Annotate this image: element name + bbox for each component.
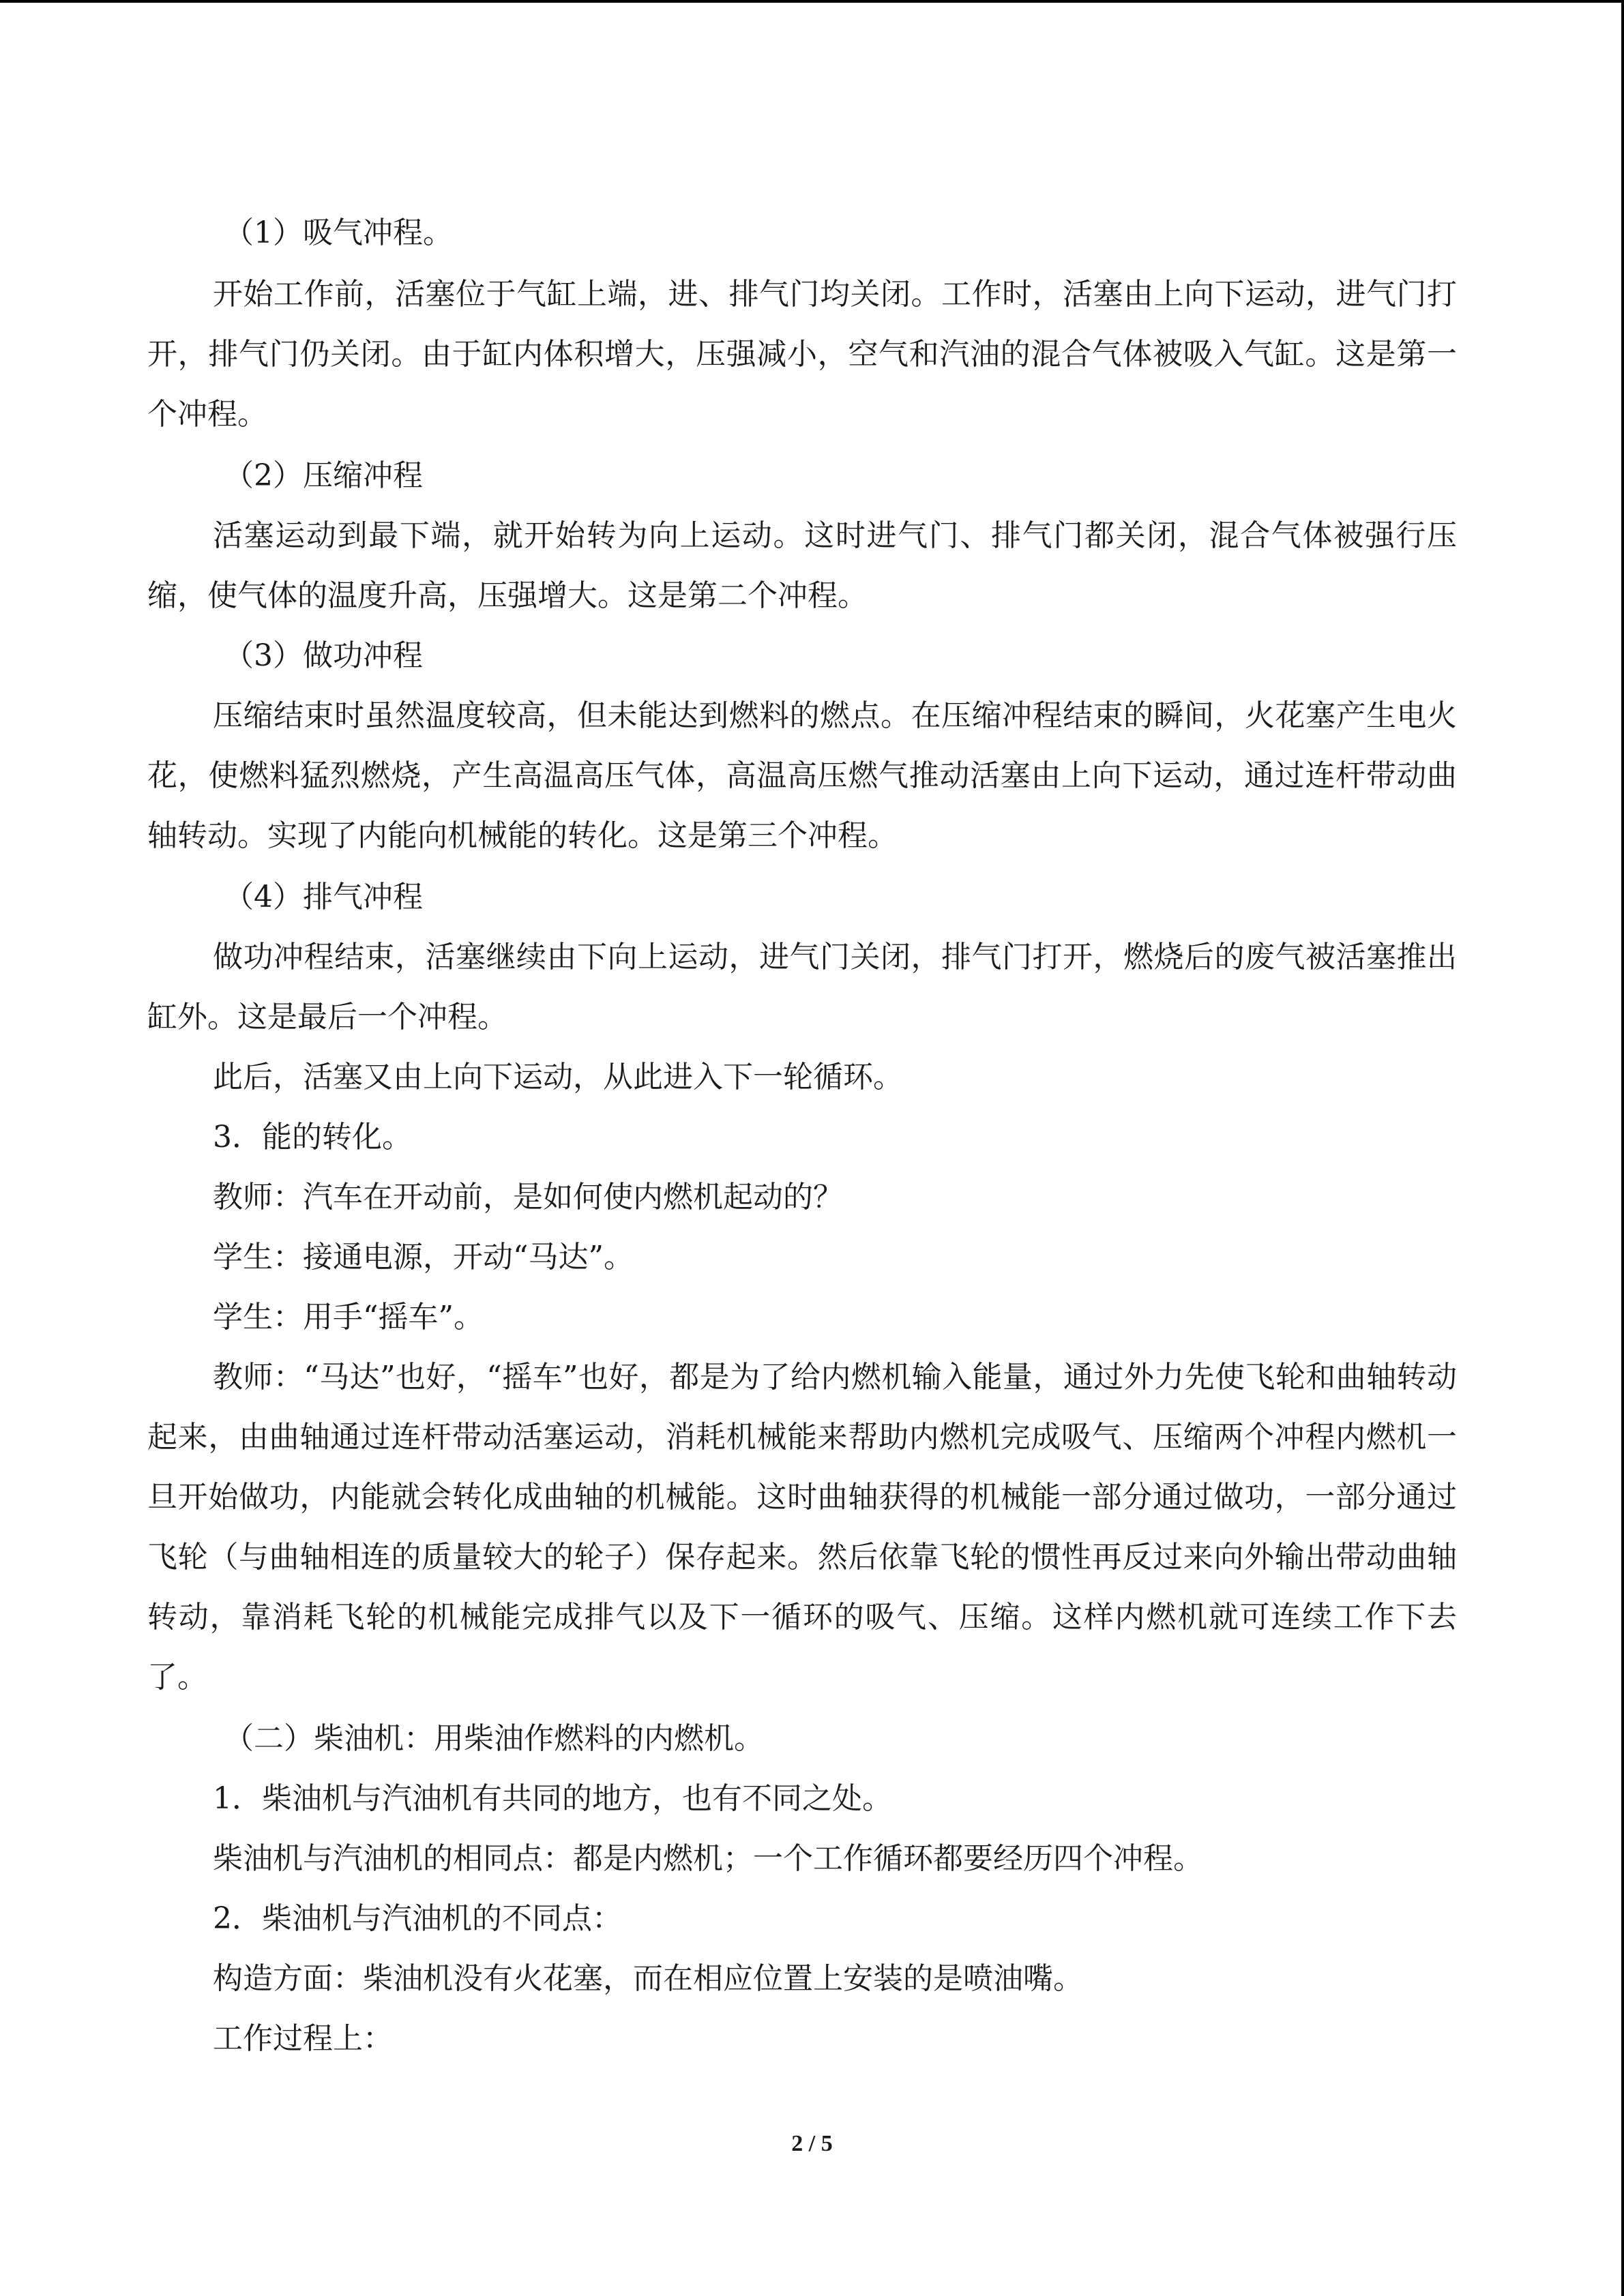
paragraph-next-cycle: 此后，活塞又由上向下运动，从此进入下一轮循环。: [213, 1060, 903, 1094]
dialogue-teacher-explanation: 教师：“马达”也好，“摇车”也好，都是为了给内燃机输入能量，通过外力先使飞轮和曲轴转动起来，由曲轴通过连杆带动活塞运动，消耗机械能来帮助内燃机完成吸气、压缩两个冲程内燃机一旦开始做功，内能就会转化成曲轴的机械能。这时曲轴获得的机械能一部分通过做功，一部分通过飞轮（与曲轴相连的质量较大的轮子）保存起来。然后依靠飞轮的惯性再反过来向外输出带动曲轴转动，靠消耗飞轮的机械能完成排气以及下一循环的吸气、压缩。这样内燃机就可连续工作下去了。: [147, 1360, 1457, 1695]
paragraph-diesel-vs-petrol: 1．柴油机与汽油机有共同的地方，也有不同之处。: [213, 1781, 892, 1816]
heading-intake-stroke: （1）吸气冲程。: [224, 215, 453, 250]
paragraph-power-stroke: 压缩结束时虽然温度较高，但未能达到燃料的燃点。在压缩冲程结束的瞬间，火花塞产生电火花，使燃料猛烈燃烧，产生高温高压气体，高温高压燃气推动活塞由上向下运动，通过连杆带动曲轴转动。实现了内能向机械能的转化。这是第三个冲程。: [147, 698, 1457, 853]
paragraph-compression-stroke: 活塞运动到最下端，就开始转为向上运动。这时进气门、排气门都关闭，混合气体被强行压缩，使气体的温度升高，压强增大。这是第二个冲程。: [147, 518, 1457, 613]
paragraph-working-process: 工作过程上：: [213, 2021, 393, 2056]
dialogue-student-answer-2: 学生：用手“摇车”。: [213, 1300, 484, 1335]
heading-compression-stroke: （2）压缩冲程: [224, 458, 423, 493]
page-top-border: [0, 0, 1624, 3]
paragraph-similarities: 柴油机与汽油机的相同点：都是内燃机；一个工作循环都要经历四个冲程。: [213, 1841, 1203, 1876]
dialogue-student-answer-1: 学生：接通电源，开动“马达”。: [213, 1240, 634, 1274]
heading-power-stroke: （3）做功冲程: [224, 638, 423, 673]
page-right-border: [1621, 0, 1624, 2296]
paragraph-construction-difference: 构造方面：柴油机没有火花塞，而在相应位置上安装的是喷油嘴。: [213, 1961, 1083, 1996]
heading-exhaust-stroke: （4）排气冲程: [224, 880, 423, 914]
page-number: 2 / 5: [791, 2131, 833, 2156]
paragraph-intake-stroke: 开始工作前，活塞位于气缸上端，进、排气门均关闭。工作时，活塞由上向下运动，进气门打开，排气门仍关闭。由于缸内体积增大，压强减小，空气和汽油的混合气体被吸入气缸。这是第一个冲程。: [147, 277, 1457, 432]
heading-diesel-engine: （二）柴油机：用柴油作燃料的内燃机。: [224, 1721, 764, 1756]
dialogue-teacher-question: 教师：汽车在开动前，是如何使内燃机起动的？: [213, 1180, 843, 1214]
paragraph-exhaust-stroke: 做功冲程结束，活塞继续由下向上运动，进气门关闭，排气门打开，燃烧后的废气被活塞推出缸外。这是最后一个冲程。: [147, 940, 1457, 1034]
heading-differences: 2．柴油机与汽油机的不同点：: [213, 1901, 622, 1936]
heading-energy-conversion: 3．能的转化。: [213, 1120, 412, 1154]
